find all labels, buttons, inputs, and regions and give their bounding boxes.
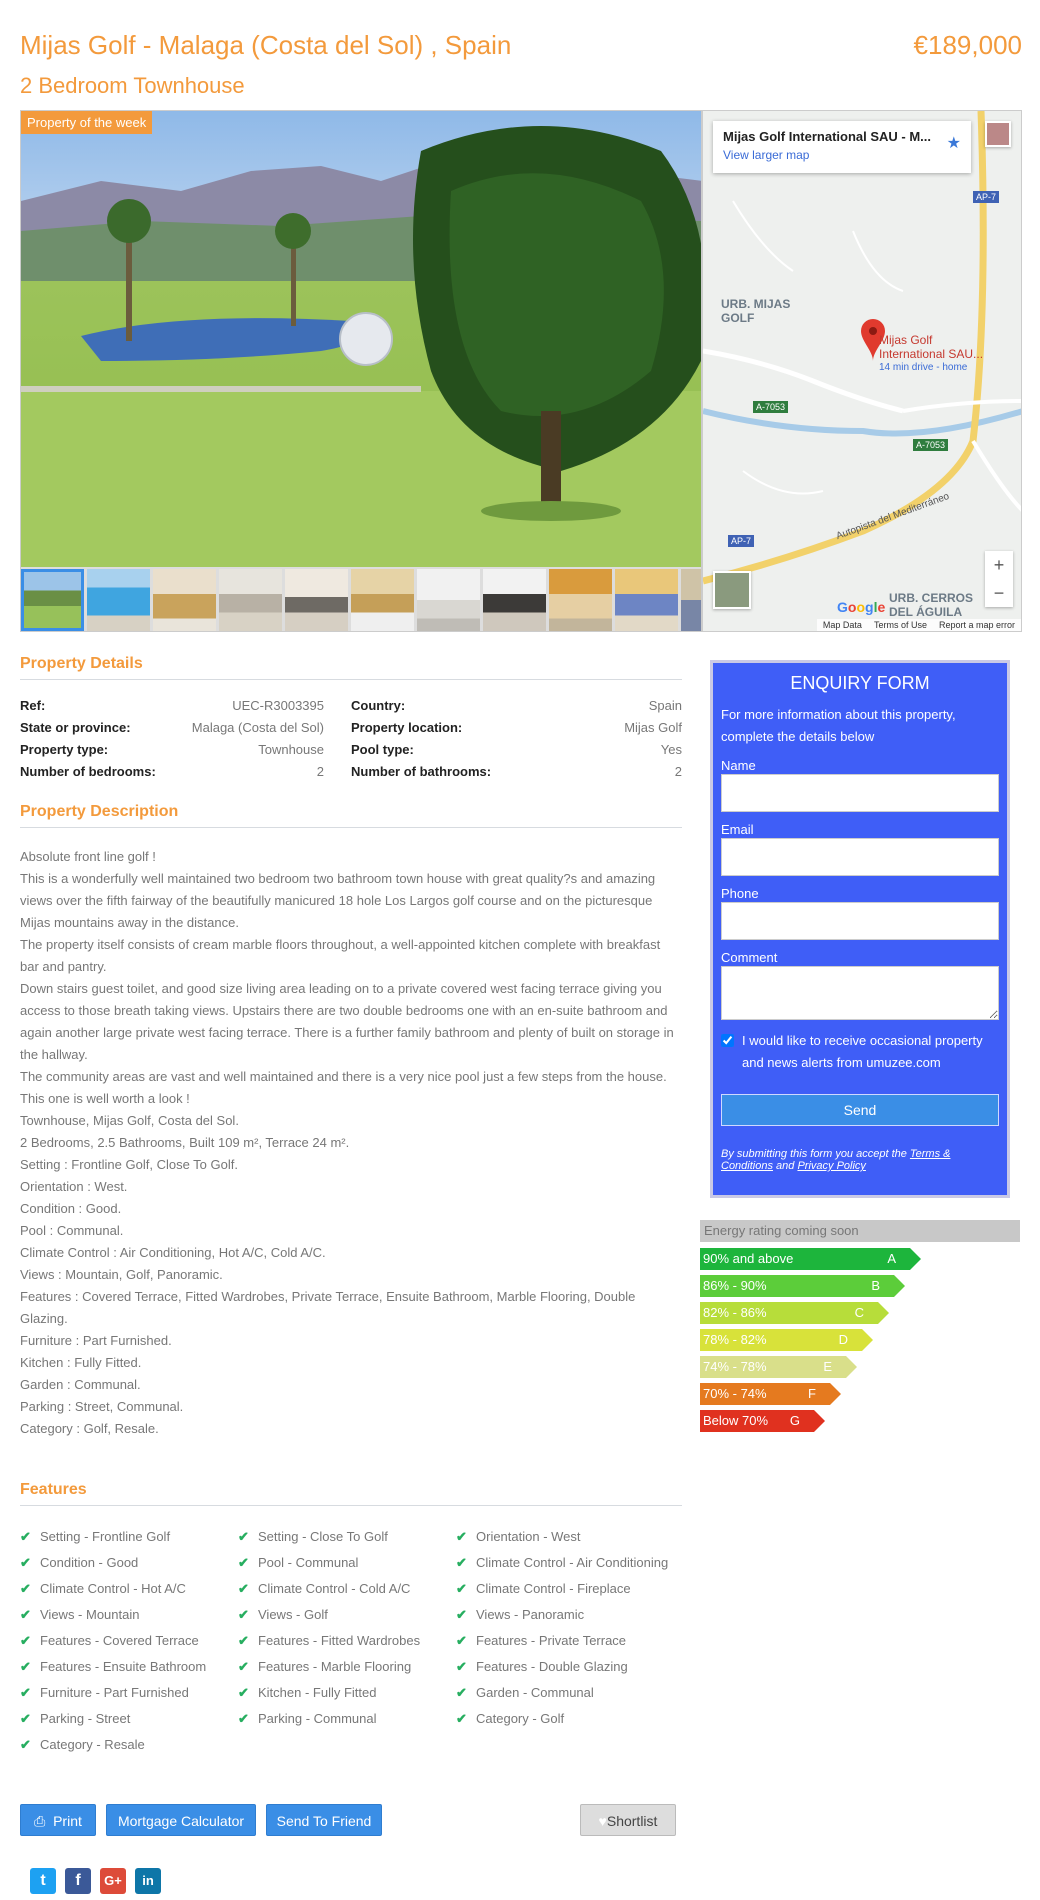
thumbnail-bedroom[interactable]: [615, 569, 678, 631]
detail-label: Pool type:: [351, 742, 414, 757]
facebook-icon[interactable]: f: [65, 1868, 91, 1894]
feature-item: ✔ Parking - Street: [20, 1706, 238, 1732]
thumbnail-strip[interactable]: [21, 567, 702, 632]
feature-item: ✔ Garden - Communal: [456, 1680, 682, 1706]
zoom-in-button[interactable]: +: [993, 555, 1005, 575]
thumbnail-kitchen[interactable]: [153, 569, 216, 631]
feature-item: ✔ Parking - Communal: [238, 1706, 456, 1732]
map-place-title: Mijas Golf International SAU - M...: [723, 129, 932, 144]
map-user-avatar[interactable]: [985, 121, 1011, 147]
enquiry-form: [710, 660, 1010, 1198]
energy-bar-g: Below 70% G: [700, 1410, 814, 1432]
email-field[interactable]: [721, 838, 999, 876]
feature-item: ✔ Features - Marble Flooring: [238, 1654, 456, 1680]
feature-item: ✔ Climate Control - Cold A/C: [238, 1576, 456, 1602]
energy-bar-e: 74% - 78% E: [700, 1356, 846, 1378]
feature-item: ✔ Category - Resale: [20, 1732, 238, 1758]
detail-value: UEC-R3003395: [232, 698, 324, 713]
map-zoom-controls[interactable]: [985, 551, 1013, 607]
feature-item: ✔ Features - Ensuite Bathroom: [20, 1654, 238, 1680]
description-line: Climate Control : Air Conditioning, Hot A/C, Cold A/C.: [20, 1245, 326, 1260]
map-terms-link[interactable]: Terms of Use: [873, 620, 927, 630]
phone-label: Phone: [721, 886, 759, 901]
map-road-badge: AP-7: [973, 191, 999, 203]
energy-bar-a: 90% and above A: [700, 1248, 910, 1270]
feature-item: ✔ Kitchen - Fully Fitted: [238, 1680, 456, 1706]
feature-item: ✔ Furniture - Part Furnished: [20, 1680, 238, 1706]
check-icon: ✔: [456, 1685, 467, 1700]
map-label-cerros: URB. CERROS DEL ÁGUILA: [889, 591, 974, 619]
comment-label: Comment: [721, 950, 778, 965]
heart-icon: ♥: [598, 1813, 607, 1829]
map-road-badge: A-7053: [753, 401, 788, 413]
description-line: Parking : Street, Communal.: [20, 1399, 184, 1414]
shortlist-button[interactable]: ♥Shortlist: [580, 1804, 676, 1836]
golf-course-photo: [21, 111, 702, 567]
feature-item: ✔ Features - Double Glazing: [456, 1654, 682, 1680]
map-report-link[interactable]: Report a map error: [938, 620, 1015, 630]
description-line: Pool : Communal.: [20, 1223, 124, 1238]
property-of-week-badge: Property of the week: [21, 111, 152, 134]
thumbnail-dining[interactable]: [483, 569, 546, 631]
check-icon: ✔: [20, 1633, 31, 1648]
feature-item: ✔ Climate Control - Fireplace: [456, 1576, 682, 1602]
send-button[interactable]: Send: [721, 1094, 999, 1126]
twitter-icon[interactable]: t: [30, 1868, 56, 1894]
description-line: The property itself consists of cream marble floors throughout, a well-appointed kitchen complete with breakfast bar and pantry.: [20, 937, 661, 974]
energy-bar-d: 78% - 82% D: [700, 1329, 862, 1351]
map-pin-title: Mijas Golf International SAU...: [879, 333, 984, 361]
email-label: Email: [721, 822, 754, 837]
check-icon: ✔: [456, 1659, 467, 1674]
zoom-out-button[interactable]: −: [993, 583, 1005, 603]
main-photo[interactable]: [21, 111, 702, 567]
map-label-urb-mijas: URB. MIJAS GOLF: [721, 297, 791, 325]
thumbnail-pool[interactable]: [87, 569, 150, 631]
check-icon: ✔: [20, 1685, 31, 1700]
google-plus-icon[interactable]: G+: [100, 1868, 126, 1894]
check-icon: ✔: [20, 1711, 31, 1726]
property-subtitle: 2 Bedroom Townhouse: [20, 73, 245, 98]
map-footer: [817, 619, 1021, 631]
feature-item: ✔ Climate Control - Air Conditioning: [456, 1550, 682, 1576]
description-line: This one is well worth a look !: [20, 1091, 190, 1106]
check-icon: ✔: [20, 1737, 31, 1752]
check-icon: ✔: [238, 1685, 249, 1700]
check-icon: ✔: [456, 1711, 467, 1726]
energy-bar-c: 82% - 86% C: [700, 1302, 878, 1324]
map-pin-directions: 14 min drive - home: [879, 362, 968, 373]
check-icon: ✔: [456, 1529, 467, 1544]
feature-item: ✔ Features - Covered Terrace: [20, 1628, 238, 1654]
map-pin-label[interactable]: [879, 333, 1009, 375]
energy-rating-heading: Energy rating coming soon: [700, 1220, 1020, 1242]
description-line: Furniture : Part Furnished.: [20, 1333, 172, 1348]
details-row: [20, 764, 682, 786]
thumbnail-hall[interactable]: [549, 569, 612, 631]
feature-item: ✔ Condition - Good: [20, 1550, 238, 1576]
description-line: Category : Golf, Resale.: [20, 1421, 159, 1436]
check-icon: ✔: [238, 1659, 249, 1674]
description-line: Orientation : West.: [20, 1179, 128, 1194]
energy-bar-f: 70% - 74% F: [700, 1383, 830, 1405]
check-icon: ✔: [456, 1581, 467, 1596]
detail-value: 2: [674, 764, 682, 779]
feature-item: ✔ Views - Golf: [238, 1602, 456, 1628]
check-icon: ✔: [20, 1659, 31, 1674]
comment-field[interactable]: [721, 966, 999, 1020]
feature-item: ✔ Features - Private Terrace: [456, 1628, 682, 1654]
features-list: [20, 1524, 682, 1758]
check-icon: ✔: [238, 1711, 249, 1726]
name-field[interactable]: [721, 774, 999, 812]
detail-value: 2: [316, 764, 324, 779]
optin-row: [721, 1030, 999, 1074]
description-line: Kitchen : Fully Fitted.: [20, 1355, 142, 1370]
description-line: Condition : Good.: [20, 1201, 122, 1216]
detail-label: State or province:: [20, 720, 131, 735]
terms-link[interactable]: Terms & Conditions: [721, 1148, 951, 1172]
thumbnail-golf[interactable]: [21, 569, 84, 631]
detail-value: Spain: [648, 698, 682, 713]
feature-item: ✔ Setting - Close To Golf: [238, 1524, 456, 1550]
check-icon: ✔: [238, 1633, 249, 1648]
detail-label: Ref:: [20, 698, 46, 713]
check-icon: ✔: [456, 1633, 467, 1648]
detail-label: Number of bedrooms:: [20, 764, 156, 779]
check-icon: ✔: [20, 1581, 31, 1596]
check-icon: ✔: [238, 1555, 249, 1570]
send-to-friend-button[interactable]: Send To Friend: [266, 1804, 382, 1836]
property-description-heading: Property Description: [20, 803, 682, 828]
feature-item: ✔ Setting - Frontline Golf: [20, 1524, 238, 1550]
detail-value: Mijas Golf: [624, 720, 682, 735]
thumbnail-bedroom-2[interactable]: [681, 569, 702, 631]
check-icon: ✔: [20, 1555, 31, 1570]
enquiry-form-title: ENQUIRY FORM: [790, 673, 930, 693]
detail-value: Townhouse: [258, 742, 324, 757]
description-line: Townhouse, Mijas Golf, Costa del Sol.: [20, 1113, 239, 1128]
detail-value: Malaga (Costa del Sol): [191, 720, 324, 735]
feature-item: ✔ Views - Mountain: [20, 1602, 238, 1628]
features-heading: Features: [20, 1481, 682, 1506]
detail-label: Property type:: [20, 742, 109, 757]
check-icon: ✔: [456, 1555, 467, 1570]
google-logo: Google: [837, 599, 886, 615]
feature-item: ✔ Orientation - West: [456, 1524, 682, 1550]
detail-value: Yes: [660, 742, 682, 757]
map-road-autopista: Autopista del Mediterráneo: [834, 490, 951, 543]
detail-label: Number of bathrooms:: [351, 764, 492, 779]
details-row: [20, 742, 682, 764]
property-details-table: [20, 698, 682, 786]
thumbnail-laundry[interactable]: [351, 569, 414, 631]
description-line: The community areas are vast and well maintained and there is a very nice pool just a few steps from the house.: [20, 1069, 667, 1084]
check-icon: ✔: [238, 1581, 249, 1596]
thumbnail-kitchen-3[interactable]: [285, 569, 348, 631]
description-line: Setting : Frontline Golf, Close To Golf.: [20, 1157, 238, 1172]
description-line: Down stairs guest toilet, and good size living area leading on to a private covered west facing terrace giving you access to those breath taking views. Upstairs there are two double bedrooms one with an en-suite bathroom and again another large private west facing terrace. There is a further family bathroom and plenty of built on storage in the hallway.: [20, 981, 674, 1062]
feature-item: ✔ Climate Control - Hot A/C: [20, 1576, 238, 1602]
description-line: Garden : Communal.: [20, 1377, 141, 1392]
details-row: [20, 698, 682, 720]
view-larger-map-link[interactable]: View larger map: [723, 148, 810, 162]
satellite-toggle[interactable]: [713, 571, 751, 609]
map-road-badge: A-7053: [913, 439, 948, 451]
optin-checkbox[interactable]: [721, 1034, 734, 1047]
name-label: Name: [721, 758, 756, 773]
energy-rating-scale: [700, 1248, 910, 1437]
feature-item: ✔ Pool - Communal: [238, 1550, 456, 1576]
detail-label: Property location:: [351, 720, 463, 735]
check-icon: ✔: [238, 1529, 249, 1544]
enquiry-form-intro: For more information about this property, complete the details below: [721, 707, 956, 744]
property-description: [20, 846, 682, 1440]
description-line: Absolute front line golf !: [20, 849, 156, 864]
feature-item: ✔ Category - Golf: [456, 1706, 682, 1732]
check-icon: ✔: [20, 1607, 31, 1622]
check-icon: ✔: [238, 1607, 249, 1622]
description-line: This is a wonderfully well maintained two bedroom two bathroom town house with great quality?s and amazing views over the fifth fairway of the beautifully manicured 18 hole Los Largos golf course and on the picturesque Mijas mountains away in the distance.: [20, 871, 656, 930]
check-icon: ✔: [456, 1607, 467, 1622]
phone-field[interactable]: [721, 902, 999, 940]
detail-label: Country:: [351, 698, 406, 713]
terms-notice: By submitting this form you accept the Terms & Conditions and Privacy Policy: [721, 1148, 951, 1172]
energy-bar-b: 86% - 90% B: [700, 1275, 894, 1297]
property-price: €189,000: [913, 30, 1022, 60]
print-icon: ⎙: [34, 1813, 46, 1829]
property-details-heading: Property Details: [20, 655, 682, 680]
privacy-link[interactable]: Privacy Policy: [797, 1160, 866, 1172]
save-star-icon[interactable]: ★: [946, 135, 961, 152]
description-line: Features : Covered Terrace, Fitted Wardrobes, Private Terrace, Ensuite Bathroom, Marble Flooring, Double Glazing.: [20, 1289, 636, 1326]
optin-label: I would like to receive occasional property and news alerts from umuzee.com: [742, 1033, 983, 1070]
description-line: 2 Bedrooms, 2.5 Bathrooms, Built 109 m², Terrace 24 m².: [20, 1135, 350, 1150]
feature-item: ✔ Views - Panoramic: [456, 1602, 682, 1628]
thumbnail-bathroom[interactable]: [417, 569, 480, 631]
map-road-badge: AP-7: [728, 535, 754, 547]
feature-item: ✔ Features - Fitted Wardrobes: [238, 1628, 456, 1654]
description-line: Views : Mountain, Golf, Panoramic.: [20, 1267, 223, 1282]
property-title: Mijas Golf - Malaga (Costa del Sol) , Spain: [20, 30, 512, 60]
print-button[interactable]: ⎙ Print: [20, 1804, 96, 1836]
linkedin-icon[interactable]: in: [135, 1868, 161, 1894]
details-row: [20, 720, 682, 742]
check-icon: ✔: [20, 1529, 31, 1544]
mortgage-calculator-button[interactable]: Mortgage Calculator: [106, 1804, 256, 1836]
location-map[interactable]: [702, 110, 1022, 632]
map-place-card: [713, 121, 971, 173]
map-data-link[interactable]: Map Data: [822, 620, 862, 630]
photo-gallery[interactable]: [20, 110, 702, 632]
thumbnail-kitchen-2[interactable]: [219, 569, 282, 631]
